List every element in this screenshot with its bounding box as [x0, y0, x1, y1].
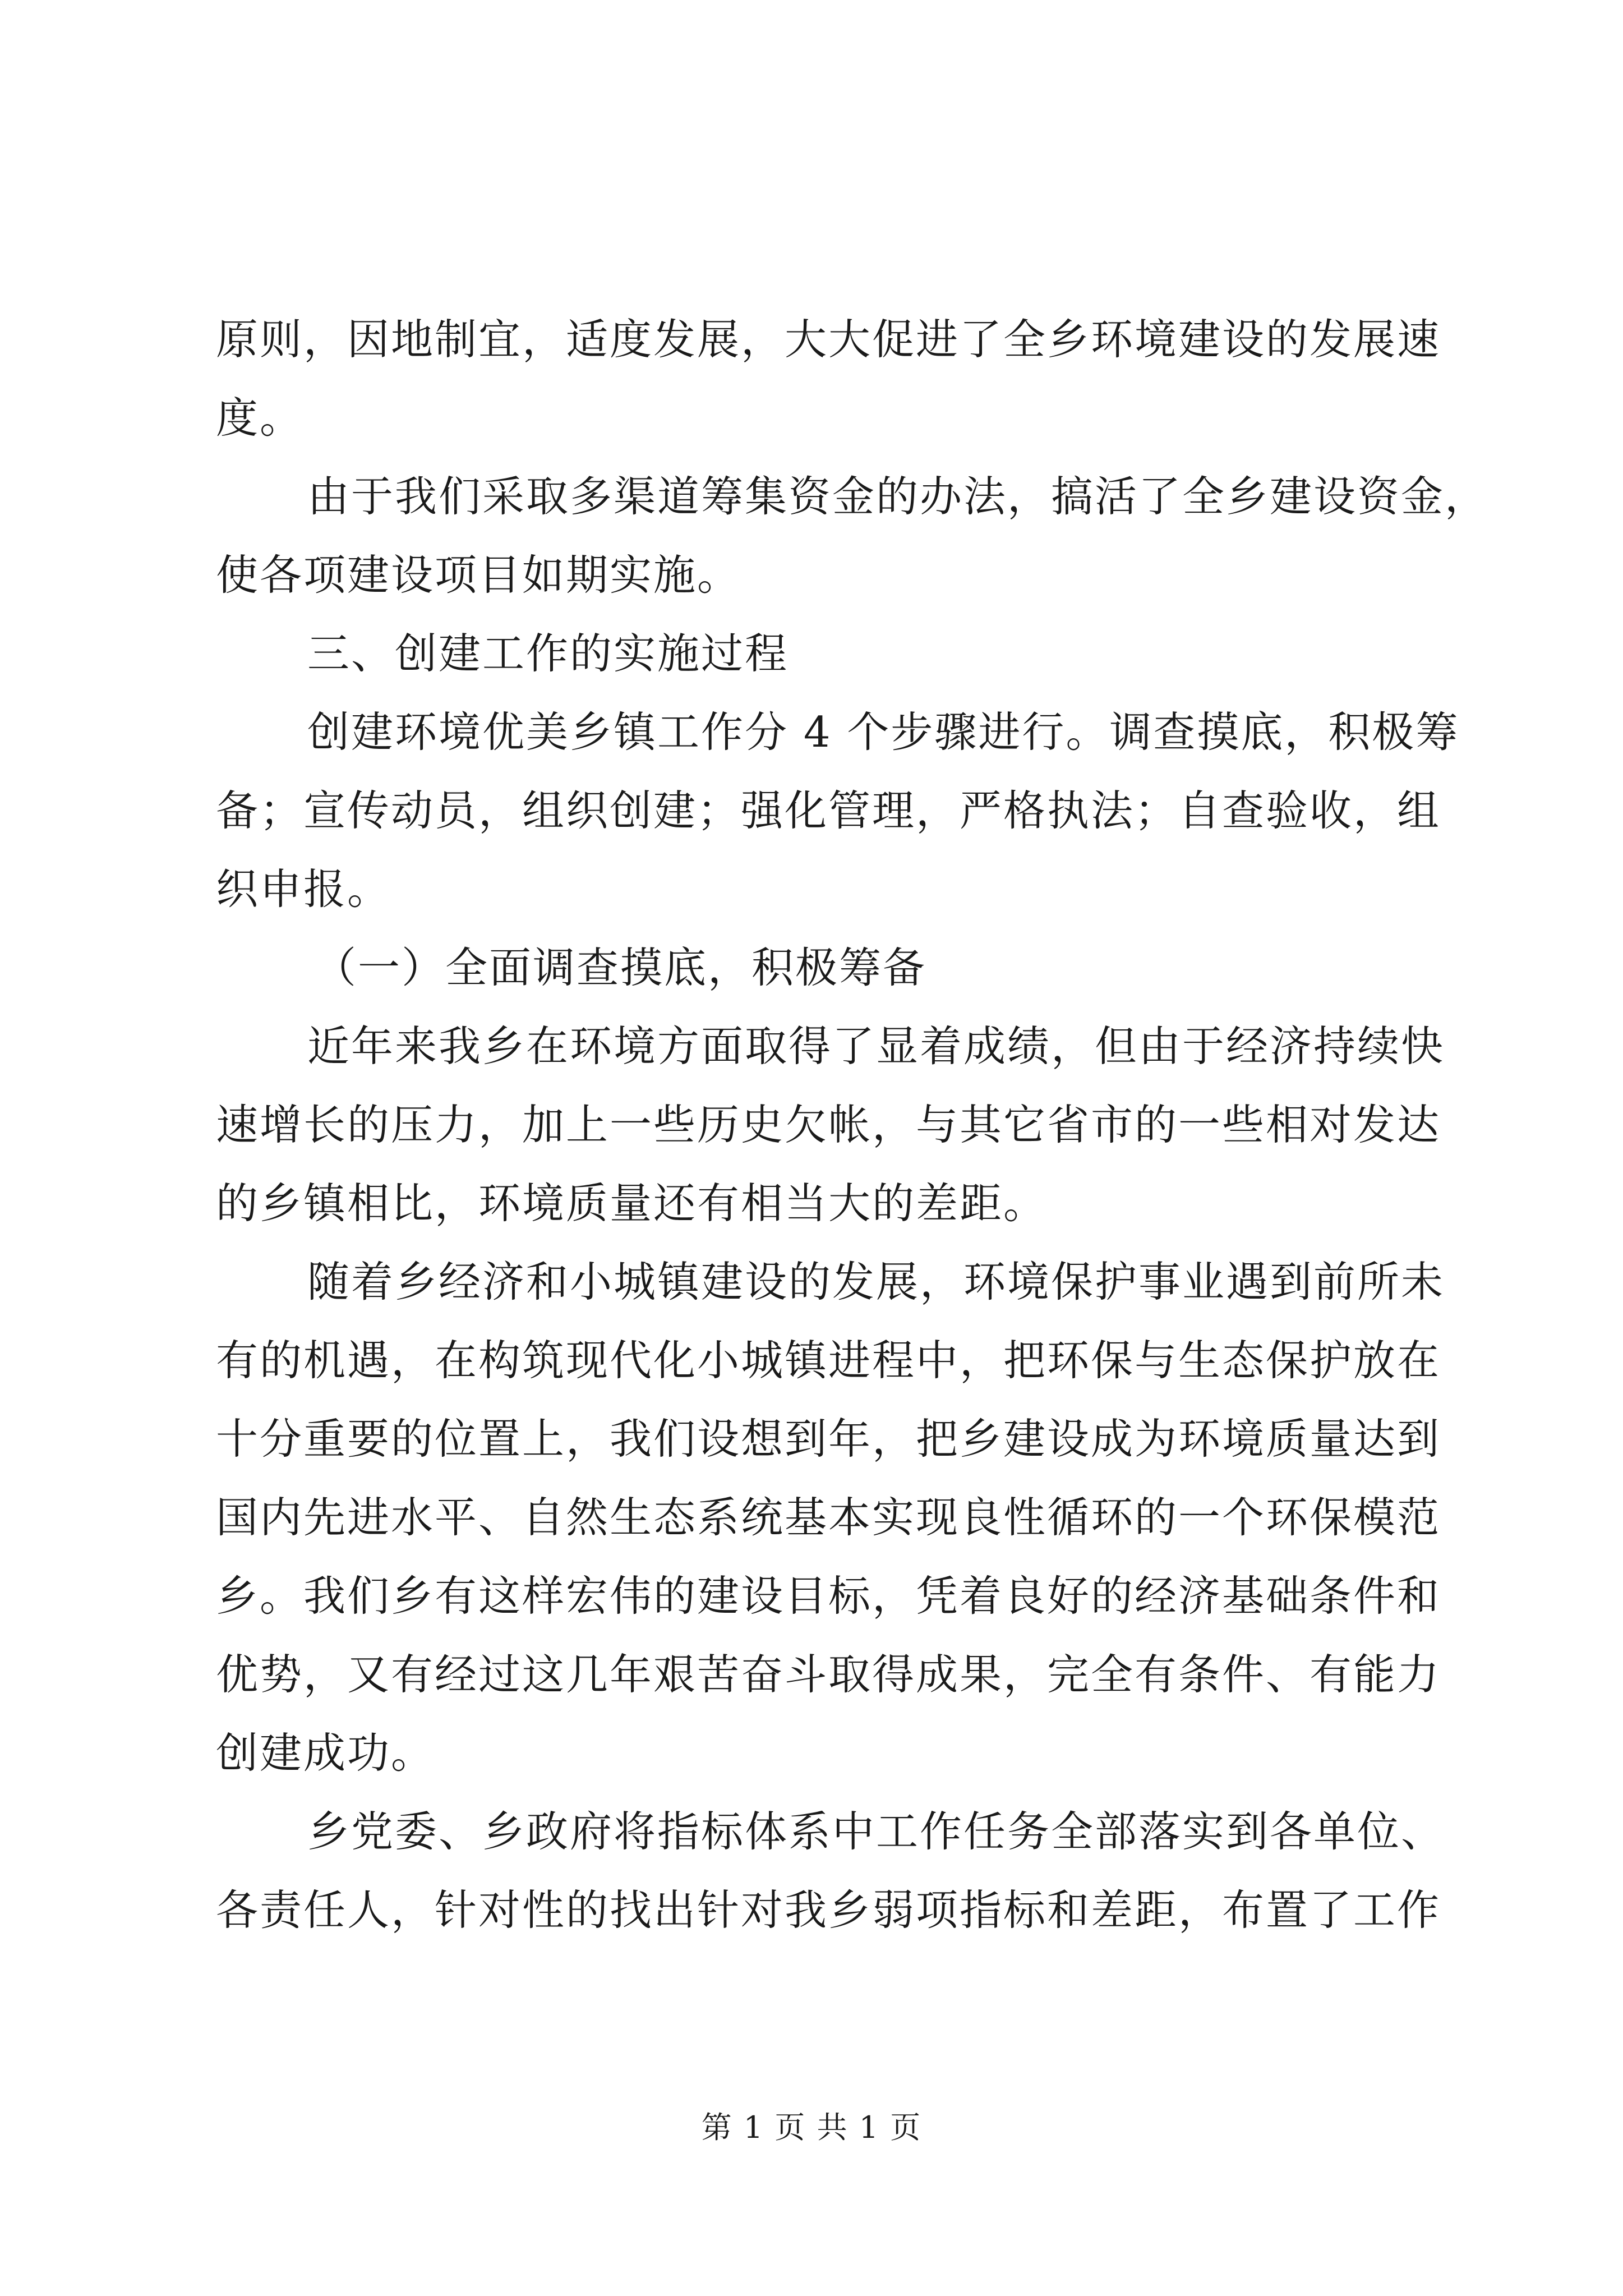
text-line: 速增长的压力，加上一些历史欠帐，与其它省市的一些相对发达 — [216, 1100, 1441, 1149]
subsection-heading: （一）全面调查摸底，积极筹备 — [314, 943, 927, 992]
text-line: 的乡镇相比，环境质量还有相当大的差距。 — [216, 1179, 1048, 1228]
text-line: 国内先进水平、自然生态系统基本实现良性循环的一个环保模范 — [216, 1493, 1441, 1542]
text-line: 创建环境优美乡镇工作分 4 个步骤进行。调查摸底，积极筹 — [307, 707, 1460, 757]
text-line: 优势，又有经过这几年艰苦奋斗取得成果，完全有条件、有能力 — [216, 1650, 1441, 1699]
text-line: 各责任人，针对性的找出针对我乡弱项指标和差距，布置了工作 — [216, 1885, 1441, 1935]
text-line: 原则，因地制宜，适度发展，大大促进了全乡环境建设的发展速 — [216, 315, 1441, 364]
text-line: 十分重要的位置上，我们设想到年，把乡建设成为环境质量达到 — [216, 1414, 1441, 1464]
page-number-footer: 第 1 页 共 1 页 — [701, 2110, 922, 2145]
text-line: 度。 — [216, 393, 304, 443]
text-line: 织申报。 — [216, 864, 391, 914]
text-line: 乡党委、乡政府将指标体系中工作任务全部落实到各单位、 — [307, 1807, 1445, 1856]
text-line: 创建成功。 — [216, 1728, 435, 1778]
text-line: 近年来我乡在环境方面取得了显着成绩，但由于经济持续快 — [307, 1022, 1445, 1071]
text-line: 使各项建设项目如期实施。 — [216, 550, 741, 600]
section-heading: 三、创建工作的实施过程 — [307, 629, 789, 678]
text-line: 乡。我们乡有这样宏伟的建设目标，凭着良好的经济基础条件和 — [216, 1571, 1441, 1621]
text-line: 有的机遇，在构筑现代化小城镇进程中，把环保与生态保护放在 — [216, 1336, 1441, 1385]
text-line: 随着乡经济和小城镇建设的发展，环境保护事业遇到前所未 — [307, 1257, 1445, 1306]
text-line: 备；宣传动员，组织创建；强化管理，严格执法；自查验收，组 — [216, 786, 1441, 835]
text-line: 由于我们采取多渠道筹集资金的办法，搞活了全乡建设资金， — [307, 472, 1489, 521]
